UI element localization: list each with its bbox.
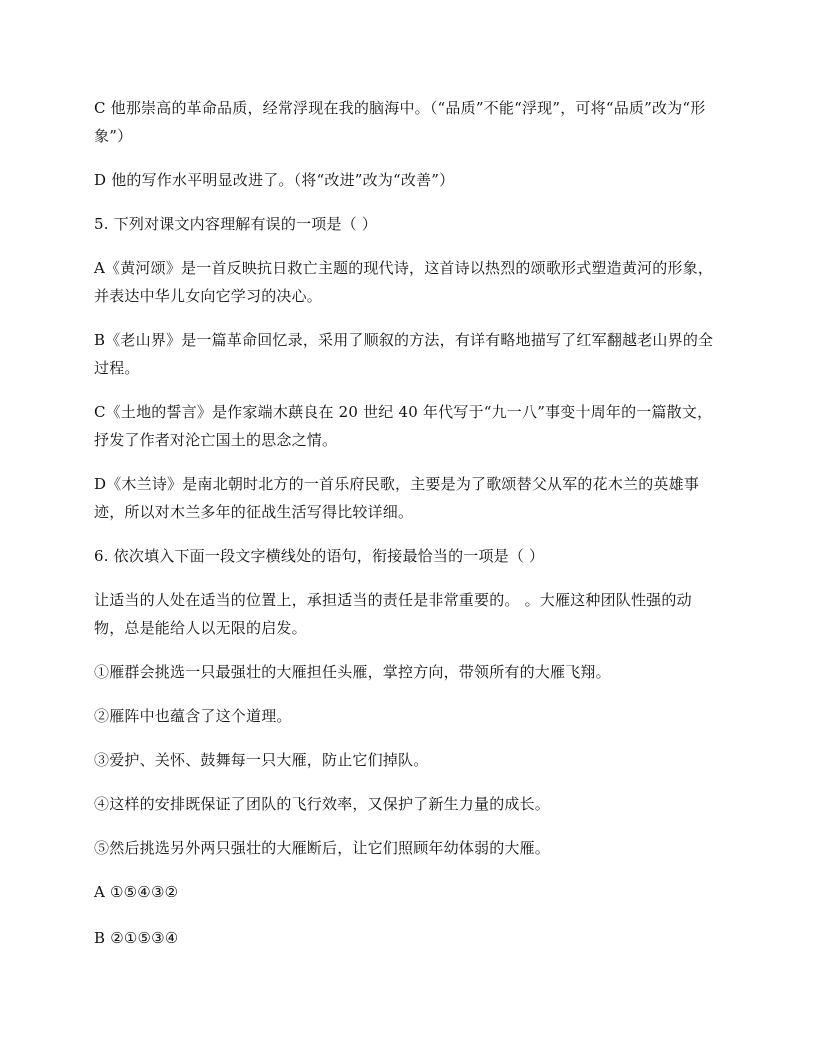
sentence-item-4: ④这样的安排既保证了团队的飞行效率，又保护了新生力量的成长。 (94, 795, 551, 813)
question-6-heading: 6. 依次填入下面一段文字横线处的语句，衔接最恰当的一项是（ ） (94, 547, 545, 565)
question-6-passage: 让适当的人处在适当的位置上，承担适当的责任是非常重要的。 。大雁这种团队性强的动物，总是能给人以无限的启发。 (94, 591, 692, 637)
sentence-item-3: ③爱护、关怀、鼓舞每一只大雁，防止它们掉队。 (94, 751, 429, 769)
document-content (94, 94, 722, 970)
question-6-option-a: A ①⑤④③② (94, 883, 179, 901)
question-5-option-d: D《木兰诗》是南北朝时北方的一首乐府民歌，主要是为了歌颂替父从军的花木兰的英雄事迹，所以对木兰多年的征战生活写得比较详细。 (94, 475, 700, 521)
question-5-option-a: A《黄河颂》是一首反映抗日救亡主题的现代诗，这首诗以热烈的颂歌形式塑造黄河的形象，并表达中华儿女向它学习的决心。 (94, 259, 714, 305)
question-5-heading: 5. 下列对课文内容理解有误的一项是（ ） (94, 215, 378, 233)
question-6-option-b: B ②①⑤③④ (94, 929, 179, 947)
sentence-item-1: ①雁群会挑选一只最强壮的大雁担任头雁，掌控方向，带领所有的大雁飞翔。 (94, 663, 611, 681)
question-5-option-b: B《老山界》是一篇革命回忆录，采用了顺叙的方法，有详有略地描写了红军翻越老山界的全过程。 (94, 331, 714, 377)
sentence-item-2: ②雁阵中也蕴含了这个道理。 (94, 707, 292, 725)
option-c-paragraph: C 他那崇高的革命品质，经常浮现在我的脑海中。（“品质”不能“浮现”，可将“品质”改为“形象”） (94, 99, 706, 145)
sentence-item-5: ⑤然后挑选另外两只强壮的大雁断后，让它们照顾年幼体弱的大雁。 (94, 839, 551, 857)
question-5-option-c: C《土地的誓言》是作家端木蕻良在 20 世纪 40 年代写于“九一八”事变十周年的一篇散文，抒发了作者对沦亡国土的思念之情。 (94, 403, 713, 449)
option-d-paragraph: D 他的写作水平明显改进了。（将“改进”改为“改善”） (94, 171, 455, 189)
